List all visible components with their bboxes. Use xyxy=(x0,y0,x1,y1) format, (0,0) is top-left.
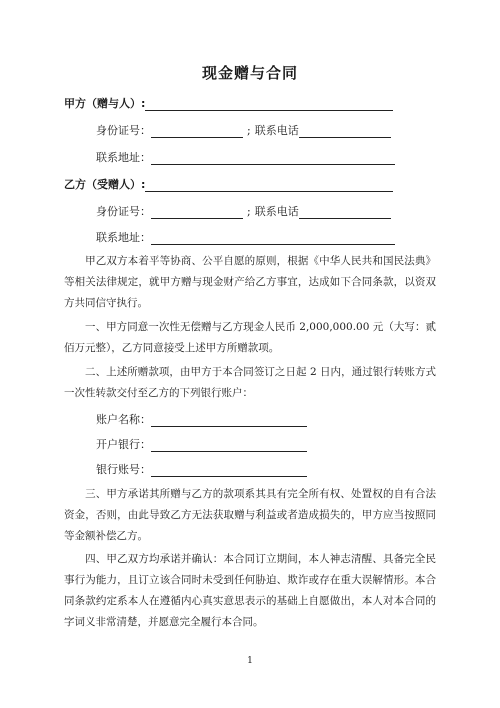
clause-3-text: 三、甲方承诺其所赠与乙方的款项系其具有完全所有权、处置权的自有合法资金，否则，由此导致乙方无法获取赠与利益或者造成损失的，甲方应当按照同等金额补偿乙方。 xyxy=(64,488,436,542)
party-a-name-blank[interactable] xyxy=(145,98,393,111)
party-b-label: 乙方（受赠人）: xyxy=(64,178,146,191)
party-b-phone-blank[interactable] xyxy=(299,206,391,219)
clause-3-paragraph xyxy=(64,484,436,547)
party-a-address-row xyxy=(96,151,395,165)
clause-4-paragraph xyxy=(64,549,436,633)
bank-blank[interactable] xyxy=(151,439,307,452)
party-b-address-blank[interactable] xyxy=(151,232,395,245)
account-no-blank[interactable] xyxy=(151,464,307,477)
account-name-row xyxy=(96,413,307,427)
party-b-id-label: 身份证号： xyxy=(96,205,151,218)
clause-4-text: 四、甲乙双方均承诺并确认：本合同订立期间，本人神志清醒、具备完全民事行为能力，且订立该合同时未受到任何胁迫、欺诈或存在重大误解情形。本合同条款约定系本人在遵循内心真实意思表示的基础上自愿做出，本人对本合同的字词义非常清楚，并愿意完全履行本合同。 xyxy=(64,553,436,628)
party-a-label: 甲方（赠与人）: xyxy=(64,97,146,110)
account-no-label: 银行账号： xyxy=(96,463,151,476)
clause-2-paragraph xyxy=(64,362,436,404)
preamble-paragraph xyxy=(64,251,436,314)
party-a-phone-label: 联系电话 xyxy=(254,124,299,137)
party-b-address-label: 联系地址： xyxy=(96,231,151,244)
clause-2-text: 二、上述所赠款项，由甲方于本合同签订之日起 2 日内，通过银行转账方式一次性转款交付至乙方的下列银行账户： xyxy=(64,366,436,399)
party-b-phone-label: 联系电话 xyxy=(254,205,299,218)
bank-row xyxy=(96,438,307,452)
party-a-row xyxy=(64,97,393,111)
clause-1-paragraph xyxy=(64,317,436,359)
preamble-text: 甲乙双方本着平等协商、公平自愿的原则，根据《中华人民共和国民法典》等相关法律规定，就甲方赠与现金财产给乙方事宜，达成如下合同条款，以资双方共同信守执行。 xyxy=(64,255,436,309)
party-b-id-row: 身份证号： ; 联系电话 xyxy=(96,205,391,219)
page-number: 1 xyxy=(247,656,253,666)
bank-label: 开户银行： xyxy=(96,438,151,451)
party-a-id-blank[interactable] xyxy=(151,125,243,138)
party-b-name-blank[interactable] xyxy=(145,179,393,192)
party-a-address-label: 联系地址： xyxy=(96,151,151,164)
account-no-row xyxy=(96,463,307,477)
clause-1-text: 一、甲方同意一次性无偿赠与乙方现金人民币 2,000,000.00 元（大写：贰佰万元整），乙方同意接受上述甲方所赠款项。 xyxy=(64,321,436,354)
account-name-blank[interactable] xyxy=(151,414,307,427)
party-a-id-label: 身份证号： xyxy=(96,124,151,137)
party-b-row xyxy=(64,178,393,192)
party-a-address-blank[interactable] xyxy=(151,152,395,165)
party-a-id-row: 身份证号： ; 联系电话 xyxy=(96,124,391,138)
party-b-address-row xyxy=(96,231,395,245)
contract-title: 现金赠与合同 xyxy=(201,64,298,82)
party-b-id-blank[interactable] xyxy=(151,206,243,219)
party-a-phone-blank[interactable] xyxy=(299,125,391,138)
account-name-label: 账户名称： xyxy=(96,413,151,426)
